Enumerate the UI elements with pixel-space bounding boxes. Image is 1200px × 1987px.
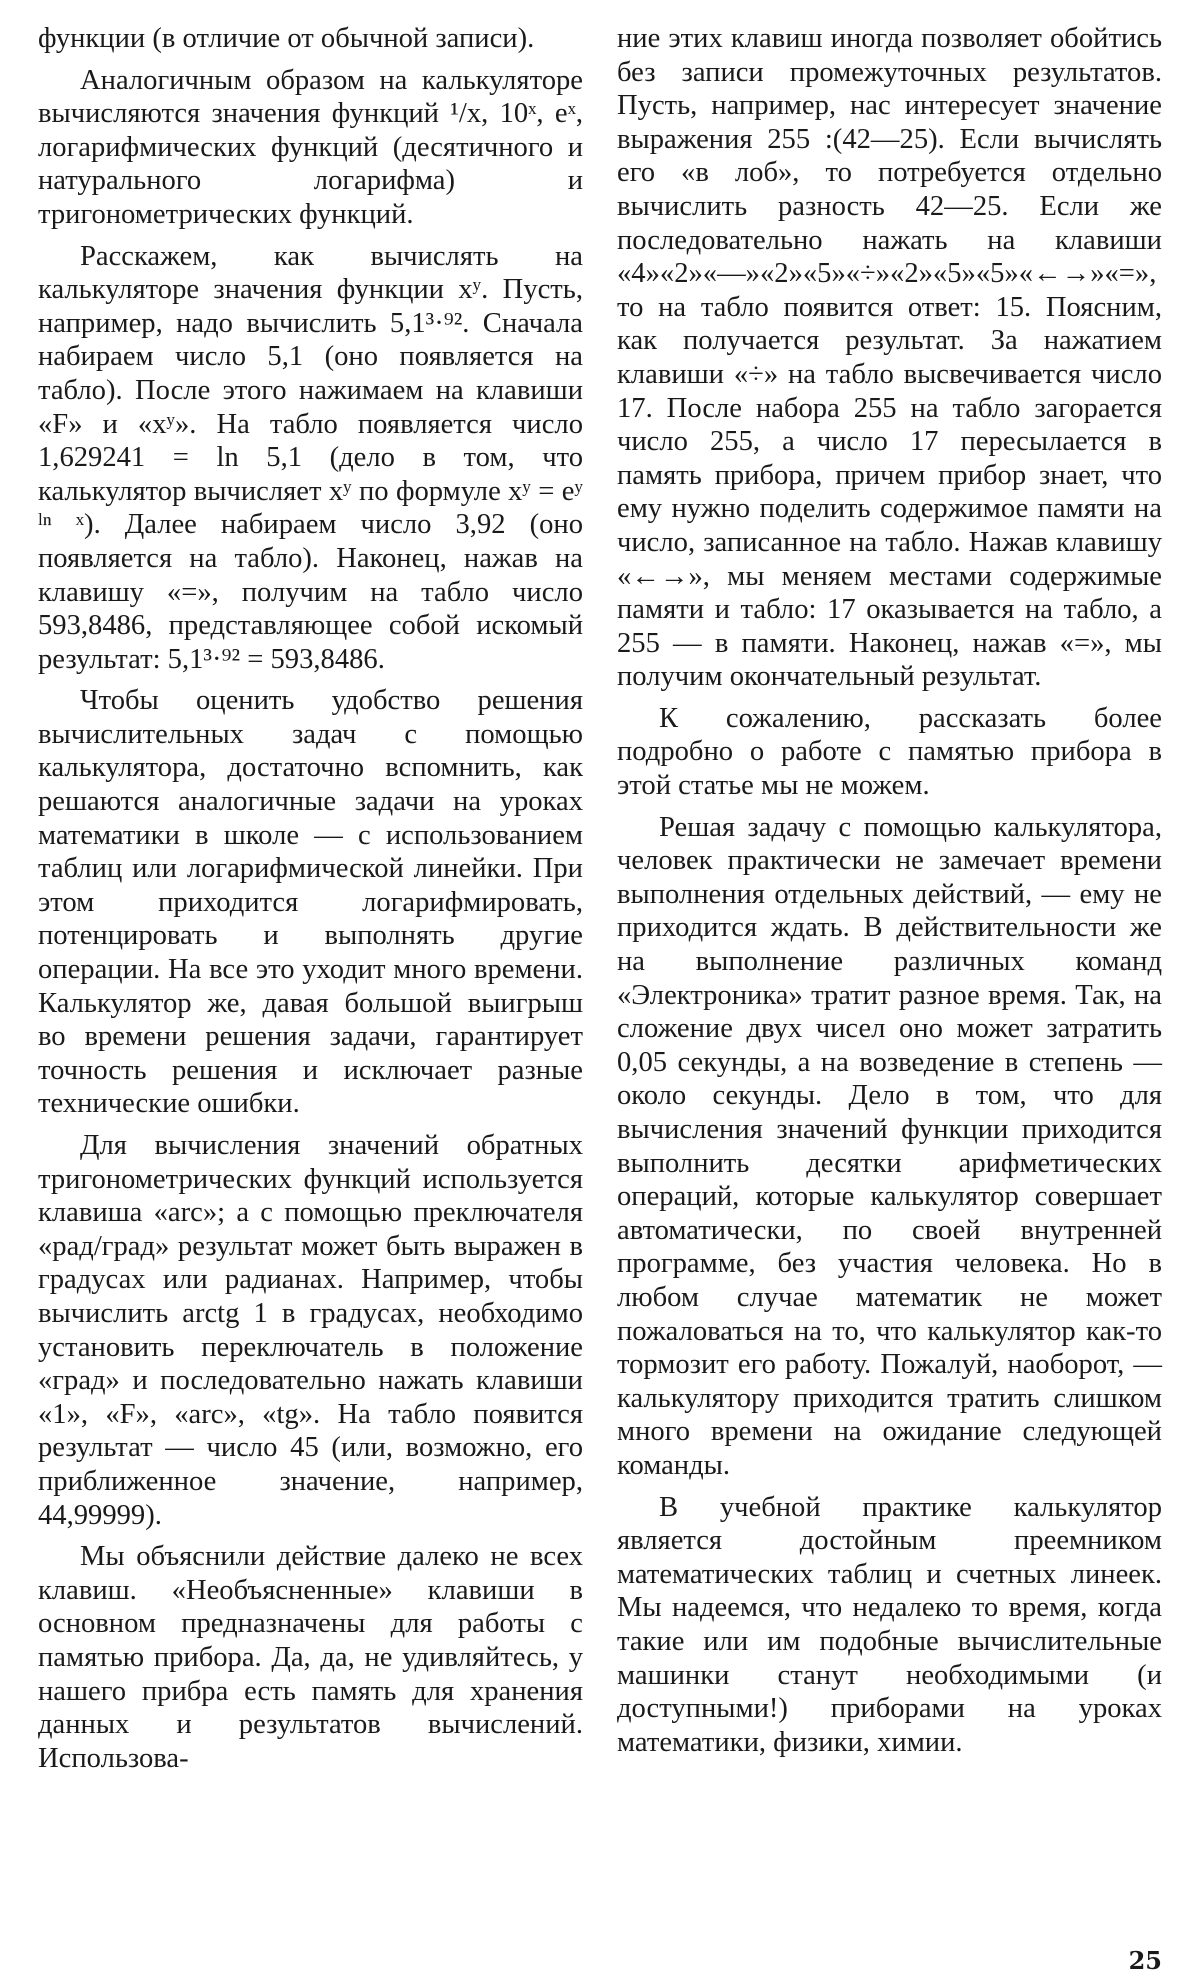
- right-column: [617, 22, 1162, 1952]
- paragraph-memory-keys: Мы объяснили действие далеко не всех клавиш. «Необъясненные» клавиши в основном предназначены для работы с памятью прибора. Да, да, не удивляйтесь, у нашего прибра есть память для хранения данных и результатов вычислений. Использова-: [38, 1541, 583, 1774]
- article-page: [38, 22, 1162, 1952]
- paragraph-functions: Аналогичным образом на калькуляторе вычисляются значения функций ¹/x, 10ˣ, eˣ, логарифмических функций (десятичного и натурального логарифма) и тригонометрических функций.: [38, 64, 583, 230]
- paragraph-conclusion: В учебной практике калькулятор является достойным преемником математических таблиц и счетных линеек. Мы надеемся, что недалеко то время, когда такие или им подобные вычислительные машинки станут необходимыми (и доступными!) приборами на уроках математики, физики, химии.: [617, 1491, 1162, 1758]
- page-number: 25: [1128, 1946, 1162, 1975]
- paragraph-memory-example: ние этих клавиш иногда позволяет обойтись без записи промежуточных результатов. Пусть, например, нас интересует значение выражения 255 :(42—25). Если вычислять его «в лоб», то потребуется отдельно вычислить разность 42—25. Если же последовательно нажать на клавиши «4»«2»«—»«2»«5»«÷»«2»«5»«5»«←→»«=», то на табло появится ответ: 15. Поясним, как получается результат. За нажатием клавиши «÷» на табло высвечивается число 17. После набора 255 на табло загорается число 255, а число 17 пересылается в память прибора, причем прибор знает, что ему нужно поделить содержимое памяти на число, записанное на табло. Нажав клавишу «←→», мы меняем местами содержимые памяти и табло: 17 оказывается на табло, а 255 — в памяти. Наконец, нажав «=», мы получим окончательный результат.: [617, 23, 1162, 693]
- paragraph-continuation: функции (в отличие от обычной записи).: [38, 23, 535, 54]
- left-column: [38, 22, 583, 1952]
- paragraph-convenience: Чтобы оценить удобство решения вычислительных задач с помощью калькулятора, достаточно вспомнить, как решаются аналогичные задачи на уроках математики в школе — с использованием таблиц или логарифмической линейки. При этом приходится логарифмировать, потенцировать и выполнять другие операции. На все это уходит много времени. Калькулятор же, давая большой выигрыш во времени решения задачи, гарантирует точность решения и исключает разные технические ошибки.: [38, 685, 583, 1120]
- paragraph-power-function: Расскажем, как вычислять на калькуляторе значения функции xʸ. Пусть, например, надо вычислить 5,1³·⁹². Сначала набираем число 5,1 (оно появляется на табло). После этого нажимаем на клавиши «F» и «xʸ». На табло появляется число 1,629241 = ln 5,1 (дело в том, что калькулятор вычисляет xʸ по формуле xʸ = eʸ ˡⁿ ˣ). Далее набираем число 3,92 (оно появляется на табло). Наконец, нажав на клавишу «=», получим на табло число 593,8486, представляющее собой искомый результат: 5,1³·⁹² = 593,8486.: [38, 240, 583, 675]
- paragraph-inverse-trig: Для вычисления значений обратных тригонометрических функций используется клавиша «arc»; а с помощью преключателя «рад/град» результат может быть выражен в градусах или радианах. Например, чтобы вычислить arctg 1 в градусах, необходимо установить переключатель в положение «град» и последовательно нажать клавиши «1», «F», «arc», «tg». На табло появится результат — число 45 (или, возможно, его приближенное значение, например, 44,99999).: [38, 1130, 583, 1531]
- paragraph-timing: Решая задачу с помощью калькулятора, человек практически не замечает времени выполнения отдельных действий, — ему не приходится ждать. В действительности же на выполнение различных команд «Электроника» тратит разное время. Так, на сложение двух чисел оно может затратить 0,05 секунды, а на возведение в степень — около секунды. Дело в том, что для вычисления значений функции приходится выполнить десятки арифметических операций, которые калькулятор совершает автоматически, по своей внутренней программе, без участия человека. Но в любом случае математик не может пожаловаться на то, что калькулятор как-то тормозит его работу. Пожалуй, наоборот, — калькулятору приходится тратить слишком много времени на ожидание следующей команды.: [617, 811, 1162, 1481]
- paragraph-regret: К сожалению, рассказать более подробно о работе с памятью прибора в этой статье мы не можем.: [617, 702, 1162, 802]
